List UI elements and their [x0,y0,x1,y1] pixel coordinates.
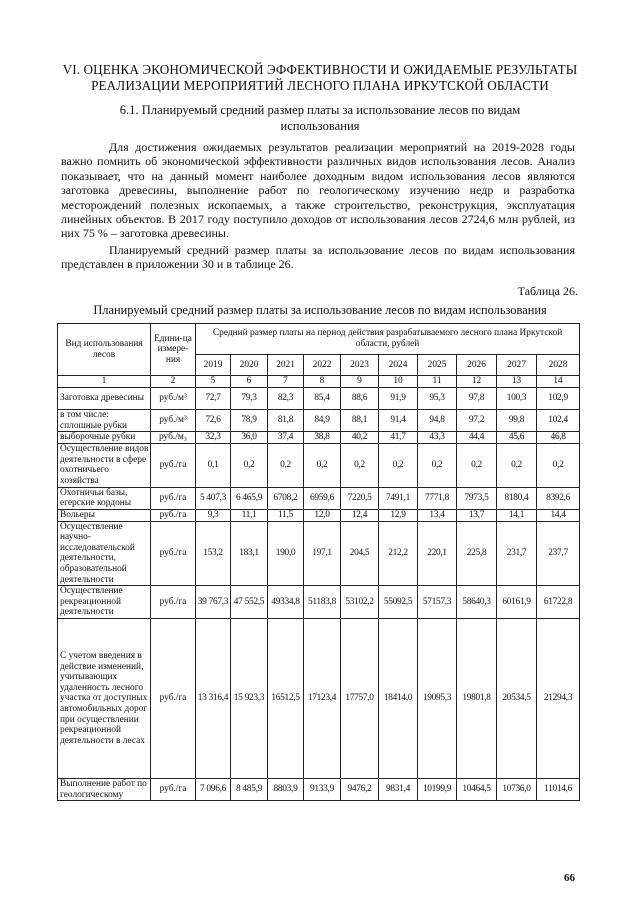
row-value: 10199,9 [418,779,457,801]
row-value: 14,4 [537,509,580,521]
row-value: 204,5 [341,521,379,586]
row-value: 40,2 [341,432,379,444]
row-value: 6959,6 [304,487,341,509]
row-name: выборочные рубки [58,432,151,444]
row-value: 237,7 [537,521,580,586]
row-value: 102,4 [537,410,580,432]
row-value: 6 465,9 [231,487,268,509]
row-unit: руб./га [151,443,196,487]
row-value: 72,7 [196,388,231,410]
row-unit: руб./га [151,521,196,586]
row-value: 9133,9 [304,779,341,801]
row-value: 91,4 [379,410,418,432]
row-value: 7220,5 [341,487,379,509]
row-value: 9476,2 [341,779,379,801]
row-value: 11014,6 [537,779,580,801]
row-value: 11,1 [231,509,268,521]
header-type: Вид использования лесов [58,324,151,376]
row-value: 153,2 [196,521,231,586]
row-value: 190,0 [268,521,304,586]
row-value: 78,9 [231,410,268,432]
row-value: 0,2 [379,443,418,487]
row-value: 84,9 [304,410,341,432]
row-value: 220,1 [418,521,457,586]
row-value: 13,7 [457,509,497,521]
section-heading-line2: РЕАЛИЗАЦИИ МЕРОПРИЯТИЙ ЛЕСНОГО ПЛАНА ИРКУТСКОЙ ОБЛАСТИ [91,78,549,93]
row-name: С учетом введения в действие изменений, учитывающих удаленность лесного участка от доступных автомобильных дорог при осуществлении рекреационной деятельности в лесах [58,619,151,779]
row-value: 47 552,5 [231,586,268,619]
row-value: 49334,8 [268,586,304,619]
section-heading [60,62,580,94]
row-value: 79,3 [231,388,268,410]
row-name: Заготовка древесины [58,388,151,410]
subsection-heading-line1: 6.1. Планируемый средний размер платы за использование лесов по видам [119,103,521,117]
row-unit: руб./м³ [151,410,196,432]
row-value: 45,6 [497,432,537,444]
row-value: 46,8 [537,432,580,444]
header-year: 2019 [196,355,231,376]
table-row [58,779,580,801]
row-name: Осуществление видов деятельности в сфере охотничьего хозяйства [58,443,151,487]
row-value: 0,2 [304,443,341,487]
row-value: 13,4 [418,509,457,521]
table-header-row [58,324,580,355]
row-value: 44,4 [457,432,497,444]
row-value: 0,2 [457,443,497,487]
row-value: 11,5 [268,509,304,521]
row-value: 0,2 [537,443,580,487]
row-value: 19801,8 [457,619,497,779]
header-year: 2020 [231,355,268,376]
table-row [58,432,580,444]
row-value: 32,3 [196,432,231,444]
row-value: 85,4 [304,388,341,410]
row-value: 95,3 [418,388,457,410]
header-column-number: 7 [268,376,304,388]
row-value: 81,8 [268,410,304,432]
row-unit: руб./га [151,586,196,619]
row-value: 197,1 [304,521,341,586]
row-value: 0,2 [268,443,304,487]
row-value: 9,3 [196,509,231,521]
header-year: 2028 [537,355,580,376]
row-value: 88,1 [341,410,379,432]
row-value: 60161,9 [497,586,537,619]
table-label: Таблица 26. [517,284,578,298]
row-value: 8 485,9 [231,779,268,801]
table-row [58,619,580,779]
row-value: 225,8 [457,521,497,586]
header-year: 2022 [304,355,341,376]
row-value: 14,1 [497,509,537,521]
row-name: в том числе: сплошные рубки [58,410,151,432]
row-value: 18414,0 [379,619,418,779]
row-value: 15 923,3 [231,619,268,779]
row-name: Осуществление рекреационной деятельности [58,586,151,619]
row-unit: руб./га [151,779,196,801]
row-name: Осуществление научно-исследовательской деятельности, образовательной деятельности [58,521,151,586]
row-unit: руб./м₃ [151,432,196,444]
row-value: 55092,5 [379,586,418,619]
row-value: 231,7 [497,521,537,586]
row-value: 10736,0 [497,779,537,801]
row-value: 12,9 [379,509,418,521]
row-name: Выполнение работ по геологическому [58,779,151,801]
section-heading-line1: VI. ОЦЕНКА ЭКОНОМИЧЕСКОЙ ЭФФЕКТИВНОСТИ И ОЖИДАЕМЫЕ РЕЗУЛЬТАТЫ [62,62,578,77]
row-value: 99,8 [497,410,537,432]
subsection-heading [80,102,560,134]
row-value: 17123,4 [304,619,341,779]
row-value: 97,8 [457,388,497,410]
table-row [58,586,580,619]
table-row [58,509,580,521]
row-value: 43,3 [418,432,457,444]
row-value: 102,9 [537,388,580,410]
row-value: 61722,8 [537,586,580,619]
row-value: 36,0 [231,432,268,444]
row-unit: руб./га [151,619,196,779]
row-value: 7771,8 [418,487,457,509]
header-column-number: 11 [418,376,457,388]
table-body [58,388,580,801]
row-value: 58640,3 [457,586,497,619]
header-column-number: 9 [341,376,379,388]
header-column-number: 10 [379,376,418,388]
row-value: 39 767,3 [196,586,231,619]
header-column-number: 8 [304,376,341,388]
header-year: 2023 [341,355,379,376]
table-title: Планируемый средний размер платы за использование лесов по видам использования [93,303,547,317]
row-value: 57157,3 [418,586,457,619]
header-column-number: 2 [151,376,196,388]
row-value: 5 407,3 [196,487,231,509]
row-value: 8392,6 [537,487,580,509]
row-value: 10464,5 [457,779,497,801]
table-row [58,521,580,586]
header-column-number: 1 [58,376,151,388]
header-year: 2026 [457,355,497,376]
row-value: 38,8 [304,432,341,444]
row-value: 8803,9 [268,779,304,801]
row-unit: руб./м³ [151,388,196,410]
header-year: 2021 [268,355,304,376]
subsection-heading-line2: использования [280,119,360,133]
row-value: 9831,4 [379,779,418,801]
header-group: Средний размер платы на период действия разрабатываемого лесного плана Иркутской области, рублей [196,324,580,355]
table-row [58,487,580,509]
row-value: 94,8 [418,410,457,432]
table-row [58,443,580,487]
row-value: 72,6 [196,410,231,432]
row-value: 100,3 [497,388,537,410]
row-value: 0,2 [341,443,379,487]
header-column-number: 13 [497,376,537,388]
row-value: 0,2 [418,443,457,487]
row-value: 37,4 [268,432,304,444]
row-value: 212,2 [379,521,418,586]
row-value: 21294,3 [537,619,580,779]
row-value: 82,3 [268,388,304,410]
row-name: Вольеры [58,509,151,521]
row-value: 0,2 [231,443,268,487]
paragraph-reference: Планируемый средний размер платы за использование лесов по видам использования представлен в приложении 30 и в таблице 26. [61,243,575,272]
row-unit: руб./га [151,509,196,521]
header-column-number: 5 [196,376,231,388]
row-value: 8180,4 [497,487,537,509]
header-column-number: 6 [231,376,268,388]
row-name: Охотничьи базы, егерские кордоны [58,487,151,509]
row-value: 41,7 [379,432,418,444]
paragraph-intro: Для достижения ожидаемых результатов реализации мероприятий на 2019-2028 годы важно помнить об экономической эффективности различных видов использования лесов. Анализ показывает, что на данный момент наиболее доходным видом использования лесов являются заготовка древесины, выполнение работ по геологическому изучению недр и разработка месторождений полезных ископаемых, а также строительство, реконструкция, эксплуатация линейных объектов. В 2017 году поступило доходов от использования лесов 2724,6 млн рублей, из них 75 % – заготовка древесины. [61,140,575,241]
row-value: 0,1 [196,443,231,487]
page-number: 66 [564,872,575,884]
header-year: 2025 [418,355,457,376]
row-value: 88,6 [341,388,379,410]
row-value: 97,2 [457,410,497,432]
header-unit: Едини-ца измере-ния [151,324,196,376]
row-value: 17757,0 [341,619,379,779]
row-value: 12,0 [304,509,341,521]
table-row [58,388,580,410]
row-value: 13 316,4 [196,619,231,779]
row-value: 7491,1 [379,487,418,509]
row-value: 20534,5 [497,619,537,779]
row-value: 6708,2 [268,487,304,509]
row-value: 16512,5 [268,619,304,779]
row-value: 7 096,6 [196,779,231,801]
row-value: 53102,2 [341,586,379,619]
row-value: 51183,8 [304,586,341,619]
row-unit: руб./га [151,487,196,509]
row-value: 183,1 [231,521,268,586]
row-value: 7973,5 [457,487,497,509]
header-column-number: 14 [537,376,580,388]
header-year: 2027 [497,355,537,376]
header-year: 2024 [379,355,418,376]
table-number-row [58,376,580,388]
row-value: 91,9 [379,388,418,410]
row-value: 0,2 [497,443,537,487]
row-value: 12,4 [341,509,379,521]
header-column-number: 12 [457,376,497,388]
payment-table [57,323,580,801]
table-row [58,410,580,432]
row-value: 19095,3 [418,619,457,779]
